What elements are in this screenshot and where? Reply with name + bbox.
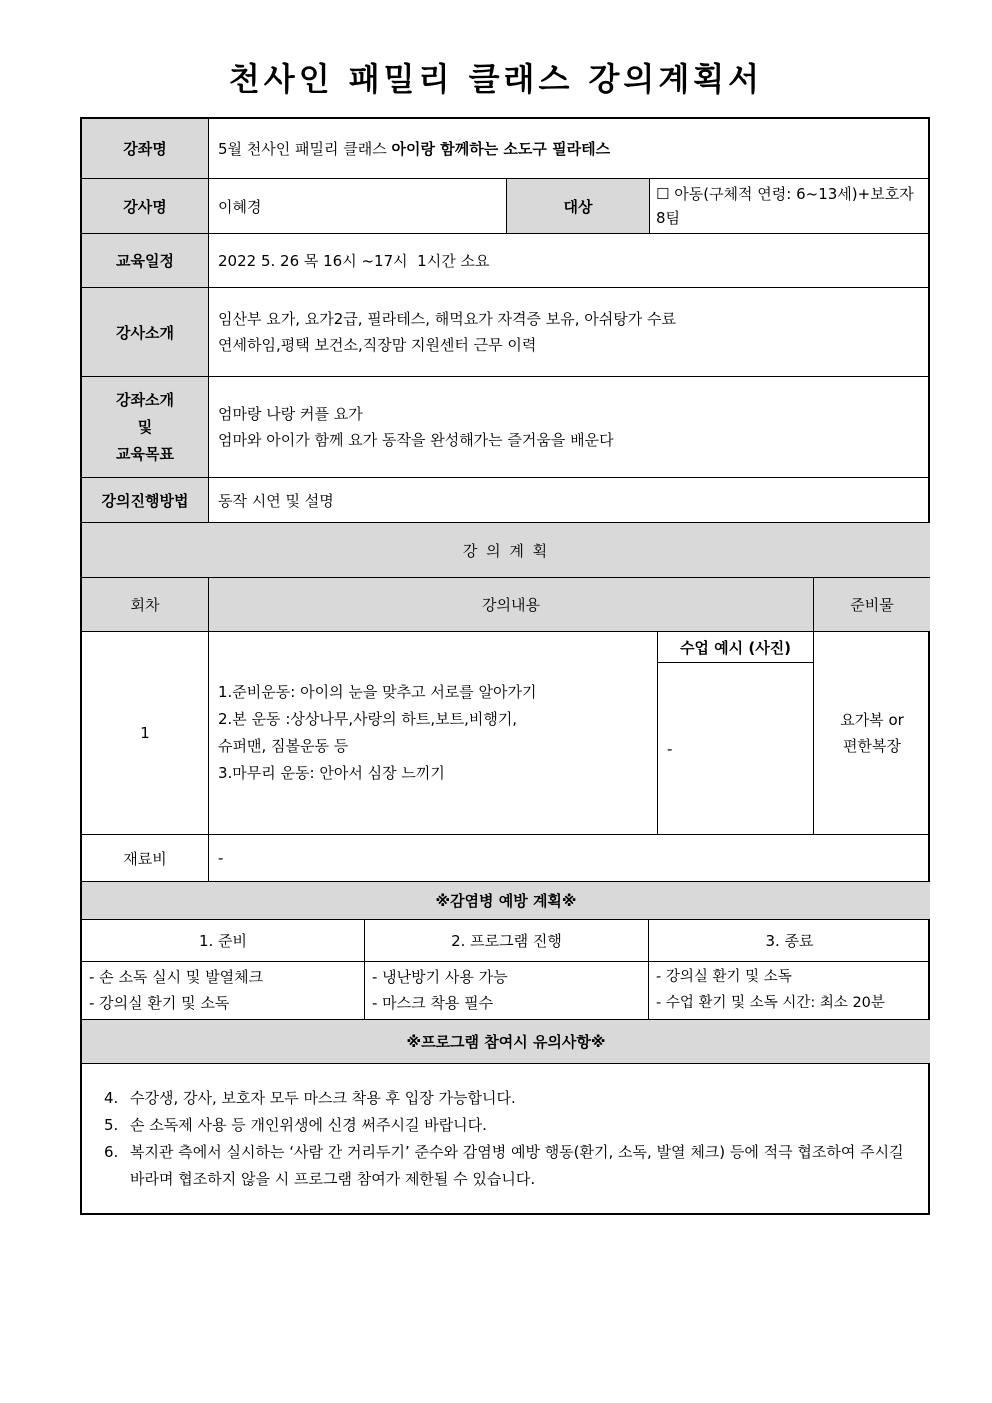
course-name-highlight: 아이랑 함께하는 소도구 필라테스	[391, 140, 611, 158]
target-label: 대상	[507, 179, 650, 234]
schedule-label: 교육일정	[82, 234, 209, 288]
instructor-value: 이혜경	[209, 179, 507, 234]
instructor-intro-line: 연세하임,평택 보건소,직장맘 지원센터 근무 이력	[218, 336, 537, 354]
course-intro-label: 강좌소개 및 교육목표	[82, 377, 209, 478]
checkbox-icon: ☐	[656, 185, 670, 203]
schedule-value: 2022 5. 26 목 16시 ~17시 1시간 소요	[209, 234, 930, 288]
session-column-header: 회차	[82, 578, 209, 632]
prevention-col-content: - 냉난방기 사용 가능 - 마스크 착용 필수	[365, 962, 649, 1020]
materials-column-header: 준비물	[814, 578, 930, 632]
course-name-label: 강좌명	[82, 119, 209, 179]
plan-header: 강 의 계 획	[82, 523, 930, 578]
prevention-col-title: 1. 준비	[82, 920, 365, 962]
instructor-intro-label: 강사소개	[82, 288, 209, 377]
content-line: 슈퍼맨, 짐볼운동 등	[218, 737, 349, 755]
course-intro-line: 엄마와 아이가 함께 요가 동작을 완성해가는 즐거움을 배운다	[218, 431, 614, 449]
note-item: 4. 수강생, 강사, 보호자 모두 마스크 착용 후 입장 가능합니다.	[104, 1089, 516, 1107]
instructor-label: 강사명	[82, 179, 209, 234]
content-line: 3.마무리 운동: 안아서 심장 느끼기	[218, 764, 445, 782]
prevention-header: ※감염병 예방 계획※	[82, 882, 930, 920]
lecture-plan-form	[80, 117, 930, 1215]
course-intro-value	[209, 377, 930, 478]
photo-cell: -	[658, 663, 814, 835]
fee-label: 재료비	[82, 835, 209, 882]
content-line: 1.준비운동: 아이의 눈을 맞추고 서로를 알아가기	[218, 683, 537, 701]
note-item: 6. 복지관 측에서 실시하는 ‘사람 간 거리두기’ 준수와 감염병 예방 행동(환기, 소독, 발열 체크) 등에 적극 협조하여 주시길 바라며 협조하지 않을 시 프로그램 참여가 제한될 수 있습니다.	[104, 1143, 904, 1188]
target-value	[650, 179, 930, 234]
method-value: 동작 시연 및 설명	[209, 478, 930, 523]
session-number: 1	[82, 632, 209, 835]
prevention-col-content: - 강의실 환기 및 소독 - 수업 환기 및 소독 시간: 최소 20분	[649, 962, 930, 1020]
materials-value: 요가복 or 편한복장	[814, 632, 930, 835]
fee-value: -	[209, 835, 930, 882]
content-line: 2.본 운동 :상상나무,사랑의 하트,보트,비행기,	[218, 710, 518, 728]
session-content	[209, 632, 658, 835]
notes-header: ※프로그램 참여시 유의사항※	[82, 1020, 930, 1064]
content-column-header: 강의내용	[209, 578, 814, 632]
prevention-col-title: 3. 종료	[649, 920, 930, 962]
page-title: 천사인 패밀리 클래스 강의계획서	[228, 60, 764, 98]
instructor-intro-line: 임산부 요가, 요가2급, 필라테스, 해먹요가 자격증 보유, 아쉬탕가 수료	[218, 310, 676, 328]
photo-header: 수업 예시 (사진)	[658, 632, 814, 663]
method-label: 강의진행방법	[82, 478, 209, 523]
course-name-value	[209, 119, 930, 179]
course-intro-line: 엄마랑 나랑 커플 요가	[218, 405, 363, 423]
note-item: 5. 손 소독제 사용 등 개인위생에 신경 써주시길 바랍니다.	[104, 1116, 487, 1134]
instructor-intro-value	[209, 288, 930, 377]
prevention-col-content: - 손 소독 실시 및 발열체크 - 강의실 환기 및 소독	[82, 962, 365, 1020]
prevention-col-title: 2. 프로그램 진행	[365, 920, 649, 962]
course-name-prefix: 5월 천사인 패밀리 클래스	[218, 140, 392, 158]
notes-list	[104, 1085, 922, 1193]
target-text: 아동(구체적 연령: 6~13세)+보호자 8팀	[656, 185, 914, 227]
